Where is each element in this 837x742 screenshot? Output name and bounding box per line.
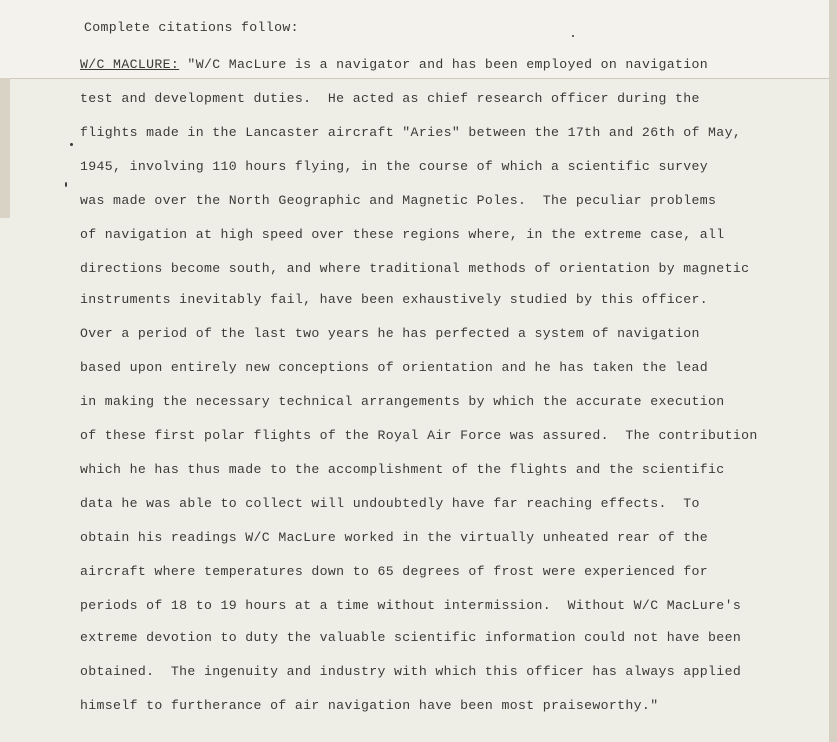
body-line-13: which he has thus made to the accomplishment of the flights and the scientific [80,462,725,477]
body-line-4: 1945, involving 110 hours flying, in the course of which a scientific survey [80,159,709,174]
body-line-9: Over a period of the last two years he has perfected a system of navigation [80,326,700,341]
body-line-17: periods of 18 to 19 hours at a time without intermission. Without W/C MacLure's [80,598,742,613]
body-line-19: obtained. The ingenuity and industry with which this officer has always applied [80,664,742,679]
body-line-12: of these first polar flights of the Royal Air Force was assured. The contribution [80,428,758,443]
ink-speck [572,35,574,37]
body-line-18: extreme devotion to duty the valuable scientific information could not have been [80,630,742,645]
ink-speck [70,143,73,146]
body-line-1: "W/C MacLure is a navigator and has been employed on navigation [179,57,709,72]
citation-label: W/C MACLURE: [80,57,180,72]
body-line-14: data he was able to collect will undoubtedly have far reaching effects. To [80,496,700,511]
body-line-8: instruments inevitably fail, have been exhaustively studied by this officer. [80,292,709,307]
body-line-15: obtain his readings W/C MacLure worked in the virtually unheated rear of the [80,530,709,545]
page-edge-left [0,78,10,218]
body-line-10: based upon entirely new conceptions of orientation and he has taken the lead [80,360,709,375]
page-edge-right [829,0,837,742]
body-line-11: in making the necessary technical arrangements by which the accurate execution [80,394,725,409]
heading-text: Complete citations follow: [84,20,299,35]
body-line-16: aircraft where temperatures down to 65 degrees of frost were experienced for [80,564,709,579]
body-line-3: flights made in the Lancaster aircraft "Aries" between the 17th and 26th of May, [80,125,742,140]
body-line-5: was made over the North Geographic and Magnetic Poles. The peculiar problems [80,193,717,208]
body-line-20: himself to furtherance of air navigation have been most praiseworthy." [80,698,659,713]
body-line-6: of navigation at high speed over these regions where, in the extreme case, all [80,227,725,242]
body-line-7: directions become south, and where traditional methods of orientation by magnetic [80,261,750,276]
ink-speck [65,182,67,187]
citation-first-line [80,57,708,72]
body-line-2: test and development duties. He acted as chief research officer during the [80,91,700,106]
